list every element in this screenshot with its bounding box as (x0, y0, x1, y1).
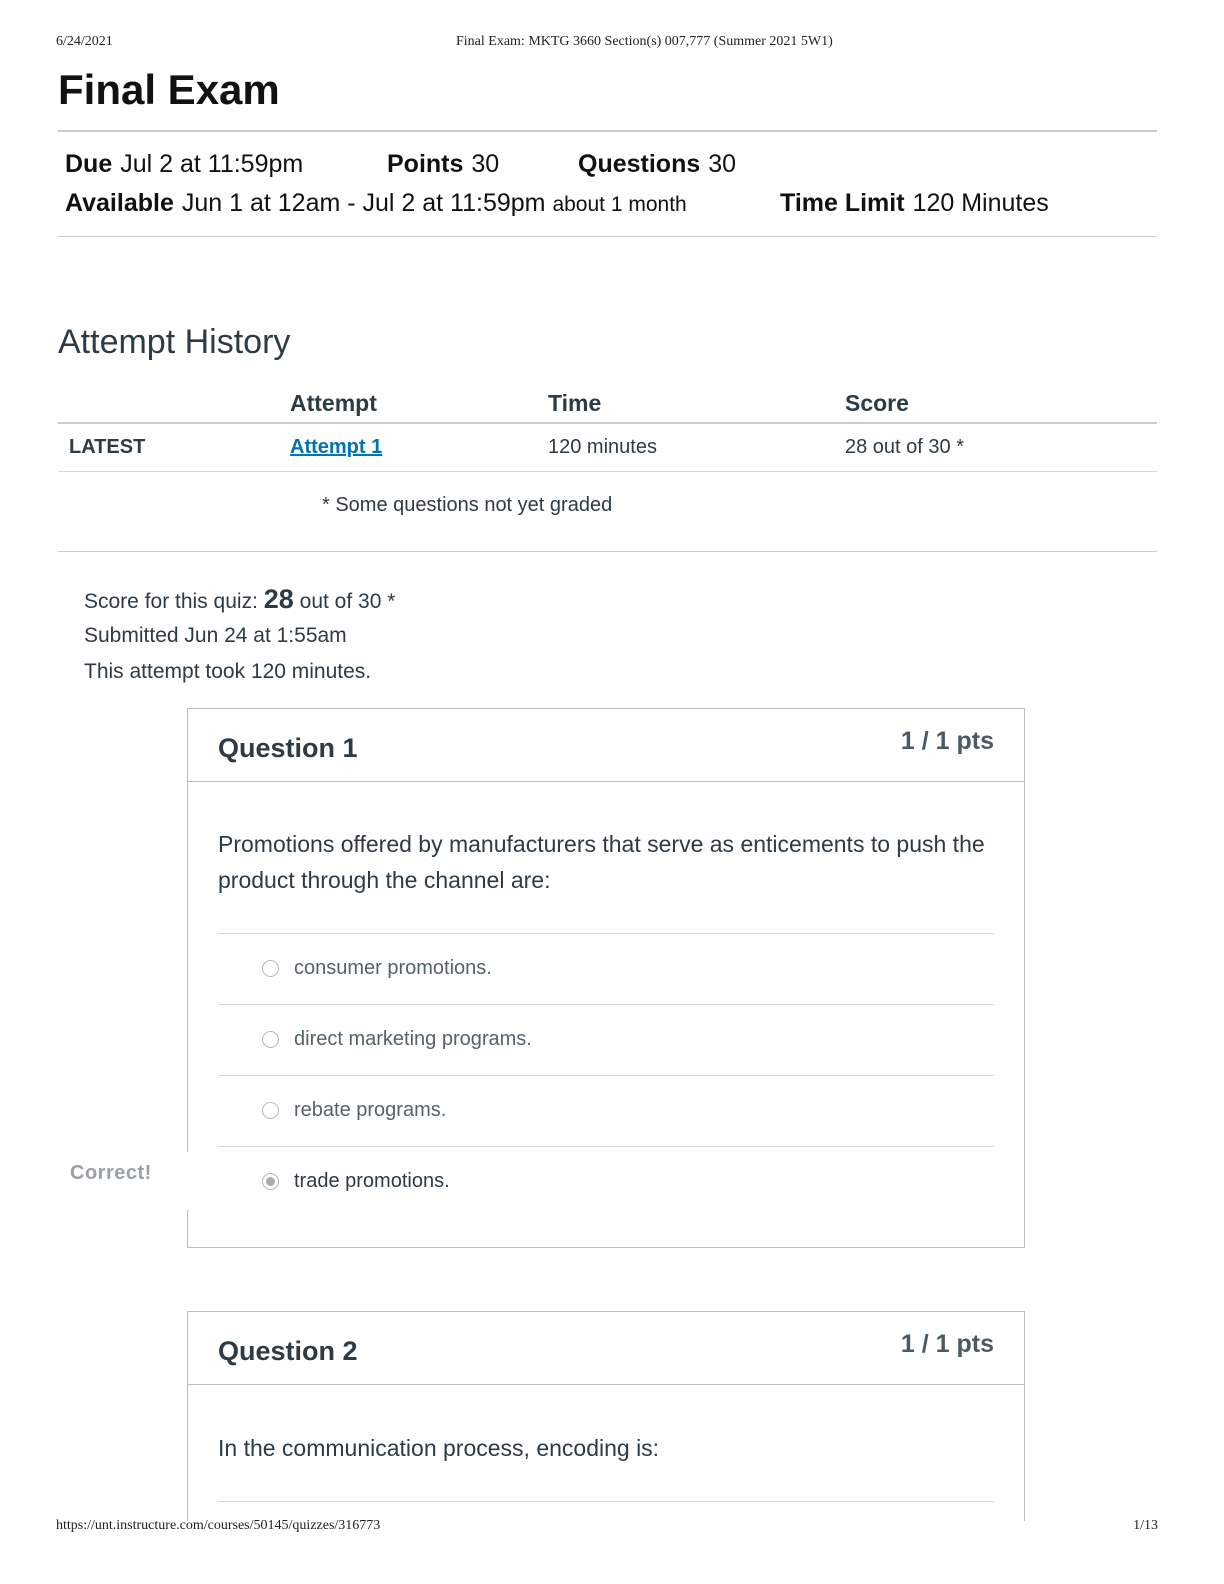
question-2-title: Question 2 (218, 1336, 358, 1366)
answer-text: consumer promotions. (294, 957, 492, 979)
column-header-time: Time (548, 390, 602, 416)
questions-value: 30 (708, 150, 737, 178)
answer-text: trade promotions. (294, 1170, 450, 1192)
submitted-time: Submitted Jun 24 at 1:55am (84, 624, 347, 647)
title-divider (58, 130, 1157, 132)
print-url: https://unt.instructure.com/courses/50145/quizzes/316773 (56, 1518, 381, 1533)
answer-option[interactable] (218, 933, 994, 1004)
radio-button-icon[interactable] (262, 960, 279, 977)
answer-option[interactable] (218, 1004, 994, 1075)
due-value: Jul 2 at 11:59pm (120, 150, 304, 178)
table-header-divider (58, 422, 1157, 424)
time-limit-value: 120 Minutes (912, 189, 1049, 217)
question-1-text: Promotions offered by manufacturers that serve as enticements to push the product through the channel are: (218, 831, 985, 893)
column-header-score: Score (845, 390, 909, 416)
attempt-score: 28 out of 30 * (845, 436, 964, 458)
available-duration: about 1 month (552, 193, 687, 216)
answer-option-selected[interactable] (218, 1146, 994, 1217)
radio-button-icon[interactable] (262, 1102, 279, 1119)
answer-option[interactable] (218, 1075, 994, 1146)
page-title: Final Exam (58, 66, 280, 113)
print-header (56, 34, 1158, 52)
print-footer (56, 1518, 1158, 1536)
attempt-1-link[interactable]: Attempt 1 (290, 436, 383, 458)
questions-info (578, 150, 736, 179)
grading-note: * Some questions not yet graded (322, 494, 613, 516)
correct-answer-flag: Correct! (70, 1162, 152, 1184)
question-1-card (187, 708, 1025, 1248)
attempt-history-title: Attempt History (58, 323, 291, 361)
question-2-points: 1 / 1 pts (900, 1330, 994, 1358)
question-1-answers (218, 933, 994, 1217)
available-info (65, 189, 687, 218)
score-prefix: Score for this quiz: (84, 590, 258, 613)
question-1-title: Question 1 (218, 733, 358, 763)
questions-label: Questions (578, 150, 701, 178)
due-info (65, 150, 303, 179)
correct-flag-background (178, 1152, 198, 1210)
score-suffix: out of 30 * (299, 590, 396, 613)
question-1-points: 1 / 1 pts (900, 727, 994, 755)
time-limit-label: Time Limit (780, 189, 905, 217)
points-value: 30 (471, 150, 500, 178)
history-divider (58, 551, 1157, 552)
time-limit-info (780, 189, 1049, 218)
print-document-title: Final Exam: MKTG 3660 Section(s) 007,777 (Summer 2021 5W1) (456, 34, 833, 49)
score-value: 28 (263, 584, 294, 614)
answer-text: direct marketing programs. (294, 1028, 532, 1050)
points-info (387, 150, 499, 179)
due-label: Due (65, 150, 113, 178)
print-page-number: 1/13 (1133, 1518, 1158, 1533)
available-label: Available (65, 189, 174, 217)
question-2-text: In the communication process, encoding is: (218, 1435, 660, 1461)
details-divider (58, 236, 1157, 237)
column-header-attempt: Attempt (290, 390, 377, 416)
radio-button-icon[interactable] (262, 1031, 279, 1048)
available-value: Jun 1 at 12am - Jul 2 at 11:59pm (181, 189, 546, 217)
table-row-divider (58, 471, 1157, 472)
attempt-time: 120 minutes (548, 436, 657, 458)
attempt-status: LATEST (69, 436, 146, 458)
points-label: Points (387, 150, 464, 178)
print-date: 6/24/2021 (56, 34, 113, 49)
question-2-card (187, 1311, 1025, 1521)
quiz-score (84, 584, 395, 615)
question-1-header (188, 709, 1024, 782)
answer-text: rebate programs. (294, 1099, 447, 1121)
question-2-header (188, 1312, 1024, 1385)
attempt-duration: This attempt took 120 minutes. (84, 660, 372, 683)
radio-button-selected-icon[interactable] (262, 1173, 279, 1190)
